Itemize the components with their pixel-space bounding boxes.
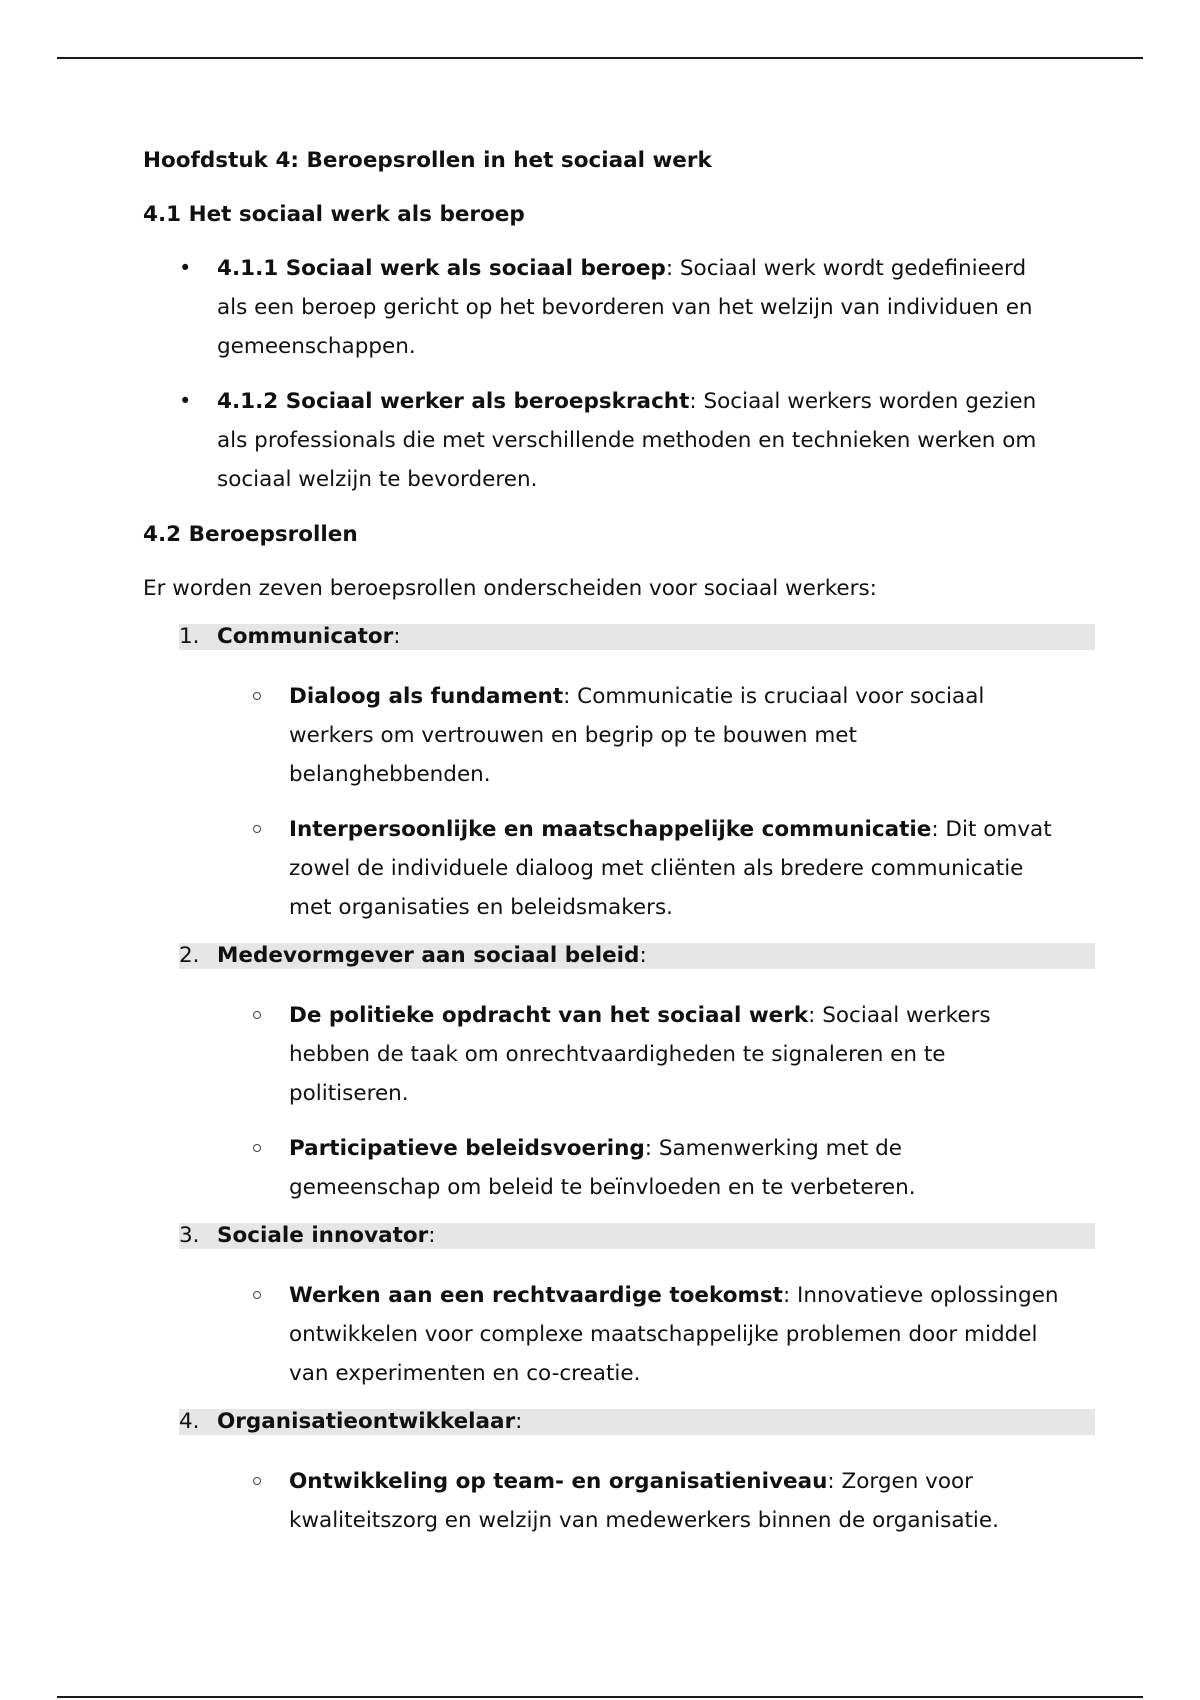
role-item	[143, 1223, 1063, 1393]
circle-bullet-icon	[253, 1477, 261, 1485]
list-item	[143, 677, 1059, 794]
item-heading: De politieke opdracht van het sociaal werk	[289, 1003, 809, 1028]
role-sublist	[143, 996, 1063, 1207]
role-number: 4.	[179, 1409, 200, 1434]
item-heading: Dialoog als fundament	[289, 684, 564, 709]
role-number: 2.	[179, 943, 200, 968]
item-text: : Sociaal werk wordt gedefinieerd als een beroep gericht op het bevorderen van het welzijn van individuen en gemeenschappen.	[217, 256, 1033, 359]
top-rule	[57, 57, 1143, 59]
section-41-title: 4.1 Het sociaal werk als beroep	[143, 202, 525, 227]
circle-bullet-icon	[253, 1291, 261, 1299]
item-heading: Interpersoonlijke en maatschappelijke communicatie	[289, 817, 932, 842]
list-item	[143, 382, 1057, 499]
role-heading	[179, 624, 1095, 650]
circle-bullet-icon	[253, 1011, 261, 1019]
item-heading: 4.1.1 Sociaal werk als sociaal beroep	[217, 256, 666, 281]
role-suffix: :	[639, 943, 647, 968]
role-suffix: :	[428, 1223, 436, 1248]
section-42-intro: Er worden zeven beroepsrollen onderscheiden voor sociaal werkers:	[143, 576, 877, 601]
list-item	[143, 1462, 1059, 1540]
item-text: : Dit omvat zowel de individuele dialoog met cliënten als bredere communicatie met organisaties en beleidsmakers.	[289, 817, 1052, 920]
item-heading: Participatieve beleidsvoering	[289, 1136, 645, 1161]
section-41-list	[143, 249, 1063, 499]
role-suffix: :	[393, 624, 401, 649]
bullet-icon: •	[179, 256, 192, 280]
list-item	[143, 249, 1057, 366]
list-item	[143, 996, 1059, 1113]
item-text: : Zorgen voor kwaliteitszorg en welzijn van medewerkers binnen de organisatie.	[289, 1469, 999, 1533]
document-body	[143, 141, 1063, 1556]
role-number: 3.	[179, 1223, 200, 1248]
role-item	[143, 943, 1063, 1207]
role-name: Sociale innovator	[217, 1223, 429, 1248]
list-item	[143, 810, 1059, 927]
circle-bullet-icon	[253, 825, 261, 833]
item-text: : Innovatieve oplossingen ontwikkelen voor complexe maatschappelijke problemen door middel van experimenten en co-creatie.	[289, 1283, 1059, 1386]
circle-bullet-icon	[253, 1144, 261, 1152]
role-sublist	[143, 1462, 1063, 1540]
item-text: : Samenwerking met de gemeenschap om beleid te beïnvloeden en te verbeteren.	[289, 1136, 916, 1200]
list-item	[143, 1129, 1059, 1207]
bottom-rule	[57, 1696, 1143, 1698]
item-text: : Communicatie is cruciaal voor sociaal werkers om vertrouwen en begrip op te bouwen met belanghebbenden.	[289, 684, 985, 787]
role-sublist	[143, 1276, 1063, 1393]
bullet-icon: •	[179, 389, 192, 413]
role-heading	[179, 1409, 1095, 1435]
role-heading	[179, 943, 1095, 969]
circle-bullet-icon	[253, 692, 261, 700]
role-item	[143, 624, 1063, 927]
role-suffix: :	[515, 1409, 523, 1434]
item-heading: Ontwikkeling op team- en organisatieniveau	[289, 1469, 828, 1494]
list-item	[143, 1276, 1059, 1393]
role-name: Medevormgever aan sociaal beleid	[217, 943, 640, 968]
role-number: 1.	[179, 624, 200, 649]
chapter-title: Hoofdstuk 4: Beroepsrollen in het sociaal werk	[143, 148, 712, 173]
section-42-title: 4.2 Beroepsrollen	[143, 522, 358, 547]
item-heading: 4.1.2 Sociaal werker als beroepskracht	[217, 389, 690, 414]
item-heading: Werken aan een rechtvaardige toekomst	[289, 1283, 783, 1308]
role-sublist	[143, 677, 1063, 927]
role-name: Organisatieontwikkelaar	[217, 1409, 516, 1434]
role-heading	[179, 1223, 1095, 1249]
role-name: Communicator	[217, 624, 394, 649]
item-text: : Sociaal werkers hebben de taak om onrechtvaardigheden te signaleren en te politiseren.	[289, 1003, 991, 1106]
roles-list	[143, 624, 1063, 1540]
item-text: : Sociaal werkers worden gezien als professionals die met verschillende methoden en technieken werken om sociaal welzijn te bevorderen.	[217, 389, 1037, 492]
role-item	[143, 1409, 1063, 1540]
